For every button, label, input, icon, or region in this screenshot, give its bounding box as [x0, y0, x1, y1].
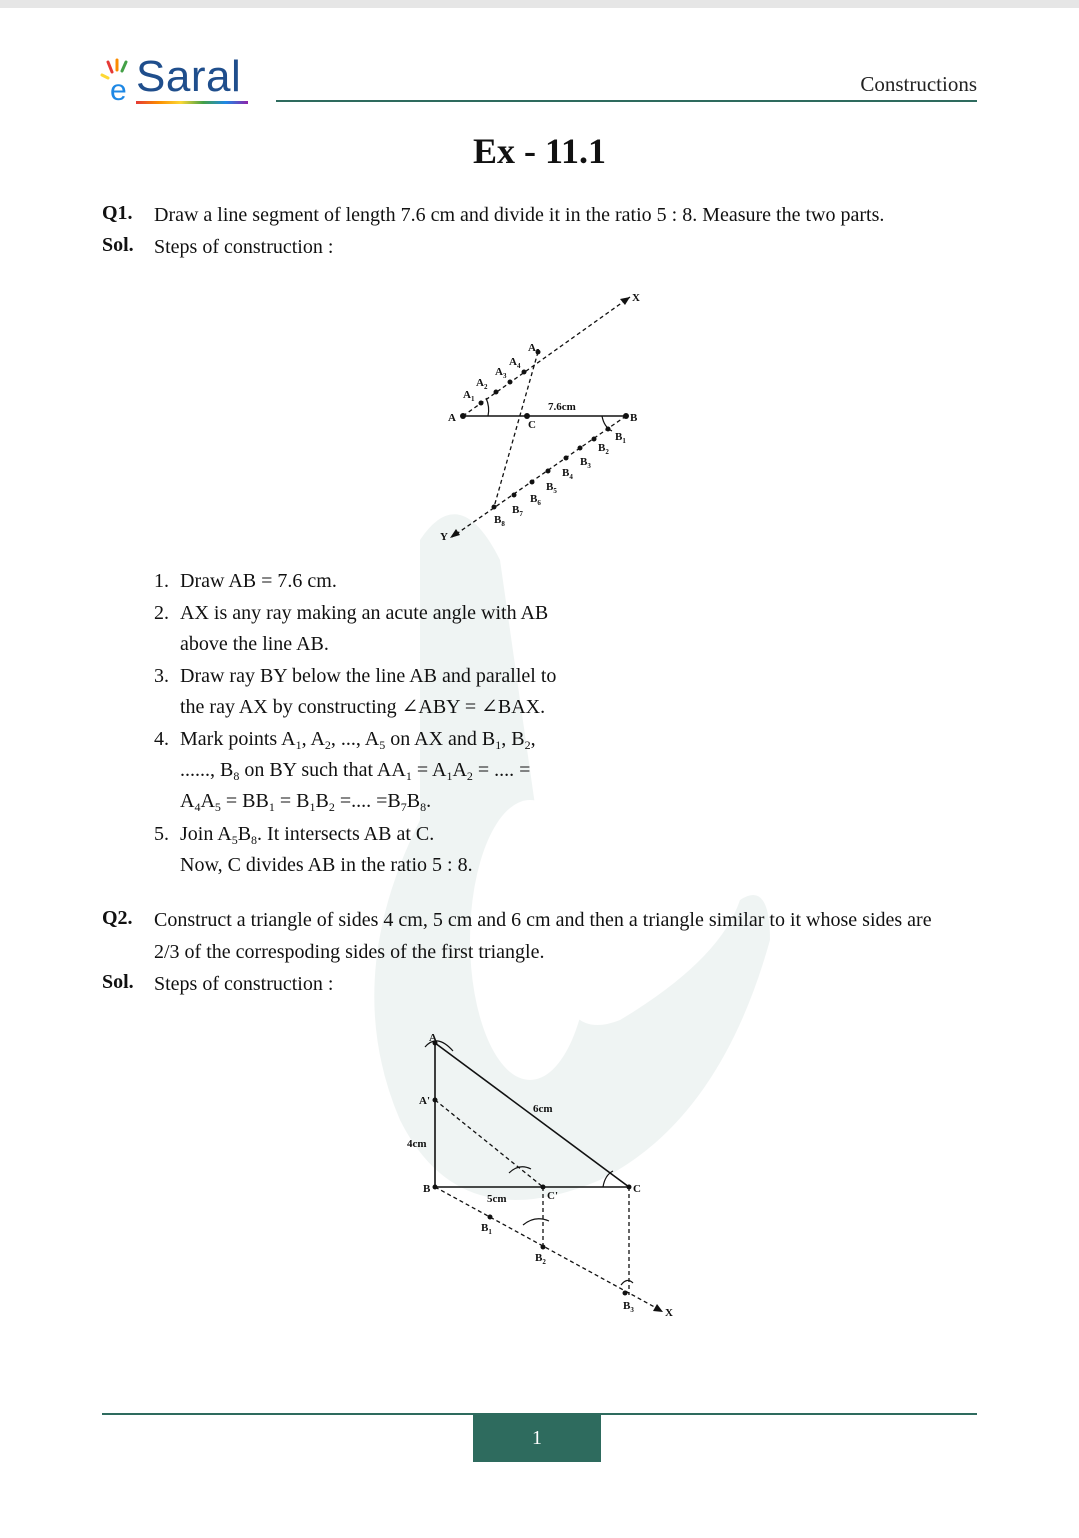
svg-text:A3: $A_3$: [495, 366, 507, 380]
svg-text:X: X: [665, 1307, 673, 1319]
q1-construction-figure: [430, 285, 660, 550]
svg-text:B8: $B_8$: [494, 514, 505, 528]
step-3: 3. Draw ray BY below the line AB and parallel to the ray AX by constructing ∠ABY = ∠BAX.: [154, 665, 557, 718]
step-2: 2. AX is any ray making an acute angle with AB above the line AB.: [154, 602, 549, 655]
svg-text:B4: $B_4$: [562, 467, 573, 481]
svg-text:e: e: [110, 74, 127, 107]
svg-text:B3: $B_3$: [623, 1300, 634, 1314]
top-border: [0, 0, 1079, 8]
svg-text:B5: $B_5$: [546, 481, 557, 495]
esaral-logo[interactable]: [100, 52, 260, 108]
hand-logo-icon: [100, 58, 140, 108]
svg-text:A: A: [429, 1032, 437, 1044]
svg-text:C: C: [528, 419, 536, 431]
svg-text:A': A': [419, 1095, 430, 1107]
svg-text:Y: Y: [440, 531, 448, 543]
svg-text:A4: $A_4$: [509, 356, 521, 370]
svg-text:A5: $A_5$: [528, 342, 540, 356]
q2-side-ab: 4cm: [407, 1138, 427, 1150]
q1-sol-label: Sol.: [102, 234, 134, 256]
q2-side-ac: 6cm: [533, 1103, 553, 1115]
svg-text:B1: $B_1$: [615, 431, 626, 445]
q2-construction-figure: [395, 1025, 695, 1325]
step-5: 5. Join $A_5B_8$. It intersects AB at C. Now, C divides AB in the ratio 5 : 8.: [154, 823, 473, 876]
svg-text:B6: $B_6$: [530, 493, 541, 507]
brand-underline: [136, 101, 248, 104]
brand-name: Saral: [136, 52, 242, 101]
q2-sol-intro: Steps of construction :: [154, 973, 334, 995]
q2-question-line2: 2/3 of the correspoding sides of the first triangle.: [154, 941, 545, 963]
q2-side-bc: 5cm: [487, 1193, 507, 1205]
q2-label: Q2.: [102, 907, 133, 929]
svg-text:C': C': [547, 1190, 558, 1202]
svg-text:X: X: [632, 292, 640, 304]
svg-text:B3: $B_3$: [580, 456, 591, 470]
svg-text:A: A: [448, 412, 456, 424]
svg-text:C: C: [633, 1183, 641, 1195]
svg-text:B: B: [423, 1183, 431, 1195]
page-number: 1: [473, 1413, 601, 1462]
exercise-title: Ex - 11.1: [472, 131, 606, 171]
q1-question: Draw a line segment of length 7.6 cm and divide it in the ratio 5 : 8. Measure the two parts.: [154, 204, 885, 226]
step-4: 4. Mark points $A_1$, $A_2$, ..., $A_5$ on AX and $B_1$, $B_2$, ......, $B_8$ on BY such that $AA_1 = A_1A_2$ = .... = $A_4A_5 = BB_1 = B_1B_2$ =.... $=B_7B_8$.: [154, 728, 536, 814]
svg-text:B: B: [630, 412, 638, 424]
q1-length-label: 7.6cm: [548, 401, 576, 413]
svg-text:B2: $B_2$: [535, 1252, 546, 1266]
q2-sol-label: Sol.: [102, 971, 134, 993]
q2-question-line1: Construct a triangle of sides 4 cm, 5 cm and 6 cm and then a triangle similar to it whose sides are: [154, 909, 932, 931]
q1-label: Q1.: [102, 202, 133, 224]
svg-text:A1: $A_1$: [463, 389, 475, 403]
svg-text:B2: $B_2$: [598, 442, 609, 456]
q1-sol-intro: Steps of construction :: [154, 236, 334, 258]
svg-text:A2: $A_2$: [476, 377, 488, 391]
header-rule: [276, 100, 977, 102]
svg-text:B7: $B_7$: [512, 504, 523, 518]
svg-text:B1: $B_1$: [481, 1222, 492, 1236]
section-title: Constructions: [860, 72, 977, 96]
step-1: 1. Draw AB = 7.6 cm.: [154, 570, 337, 592]
